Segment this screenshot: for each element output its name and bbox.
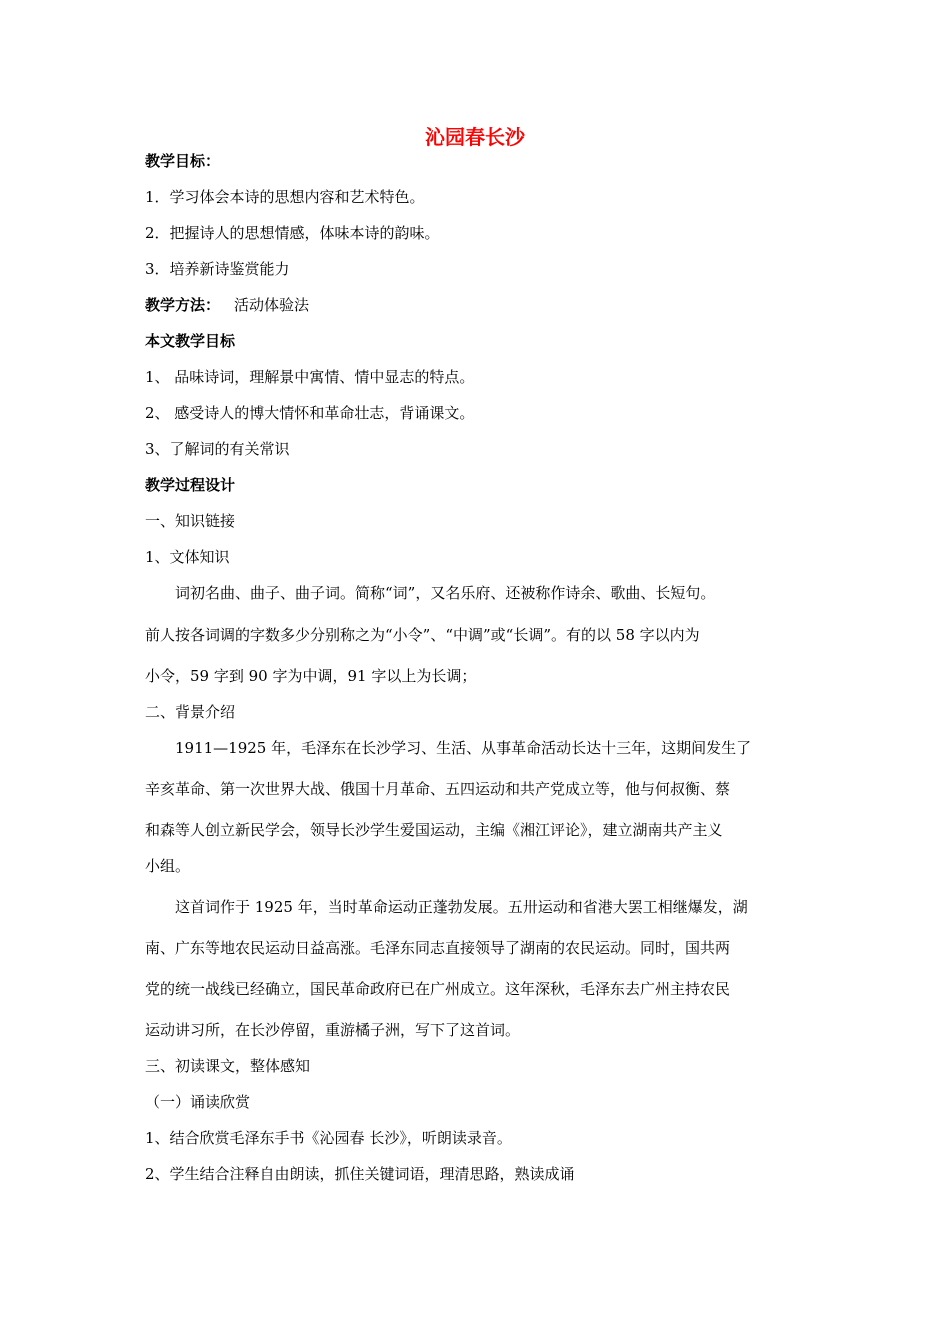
paragraph-ci-line-1: 词初名曲、曲子、曲子词。简称“词”，又名乐府、还被称作诗余、歌曲、长短句。 bbox=[175, 584, 716, 602]
paragraph-ci-line-2: 前人按各词调的字数多少分别称之为“小令”、“中调”或“长调”。有的以 58 字以内为 bbox=[145, 626, 700, 644]
goal-item-3: 3．培养新诗鉴赏能力 bbox=[145, 260, 290, 278]
paragraph-context-line-1: 这首词作于 1925 年，当时革命运动正蓬勃发展。五卅运动和省港大罢工相继爆发，湖 bbox=[175, 898, 748, 916]
section-background: 二、背景介绍 bbox=[145, 703, 236, 721]
heading-text-goals: 本文教学目标 bbox=[145, 332, 236, 350]
document-title: 沁园春长沙 bbox=[425, 125, 525, 149]
goal-item-2: 2．把握诗人的思想情感，体味本诗的韵味。 bbox=[145, 224, 440, 242]
goal-item-1: 1．学习体会本诗的思想内容和艺术特色。 bbox=[145, 188, 425, 206]
text-goal-item-2: 2、 感受诗人的博大情怀和革命壮志，背诵课文。 bbox=[145, 404, 475, 422]
teaching-method bbox=[145, 294, 309, 316]
teaching-method-label: 教学方法： bbox=[145, 296, 221, 314]
paragraph-context-line-4: 运动讲习所，在长沙停留，重游橘子洲，写下了这首词。 bbox=[145, 1021, 521, 1039]
paragraph-background-line-4: 小组。 bbox=[145, 857, 191, 875]
text-goal-item-3: 3、了解词的有关常识 bbox=[145, 440, 290, 458]
subsection-genre-knowledge: 1、文体知识 bbox=[145, 548, 230, 566]
heading-teaching-goals: 教学目标： bbox=[145, 152, 221, 170]
text-goal-item-1: 1、 品味诗词，理解景中寓情、情中显志的特点。 bbox=[145, 368, 475, 386]
paragraph-background-line-1: 1911—1925 年，毛泽东在长沙学习、生活、从事革命活动长达十三年，这期间发生了 bbox=[175, 739, 752, 757]
paragraph-context-line-3: 党的统一战线已经确立，国民革命政府已在广州成立。这年深秋，毛泽东去广州主持农民 bbox=[145, 980, 731, 998]
paragraph-context-line-2: 南、广东等地农民运动日益高涨。毛泽东同志直接领导了湖南的农民运动。同时，国共两 bbox=[145, 939, 731, 957]
paragraph-background-line-3: 和森等人创立新民学会，领导长沙学生爱国运动，主编《湘江评论》，建立湖南共产主义 bbox=[145, 821, 723, 839]
subsection-recitation: （一）诵读欣赏 bbox=[145, 1093, 251, 1111]
section-first-reading: 三、初读课文，整体感知 bbox=[145, 1057, 311, 1075]
paragraph-background-line-2: 辛亥革命、第一次世界大战、俄国十月革命、五四运动和共产党成立等，他与何叔衡、蔡 bbox=[145, 780, 731, 798]
paragraph-ci-line-3: 小令，59 字到 90 字为中调，91 字以上为长调； bbox=[145, 667, 477, 685]
teaching-method-value: 活动体验法 bbox=[234, 296, 310, 314]
reading-item-1: 1、结合欣赏毛泽东手书《沁园春 长沙》，听朗读录音。 bbox=[145, 1129, 512, 1147]
section-knowledge-link: 一、知识链接 bbox=[145, 512, 236, 530]
reading-item-2: 2、学生结合注释自由朗读，抓住关键词语，理清思路，熟读成诵 bbox=[145, 1165, 575, 1183]
heading-teaching-process: 教学过程设计 bbox=[145, 476, 236, 494]
